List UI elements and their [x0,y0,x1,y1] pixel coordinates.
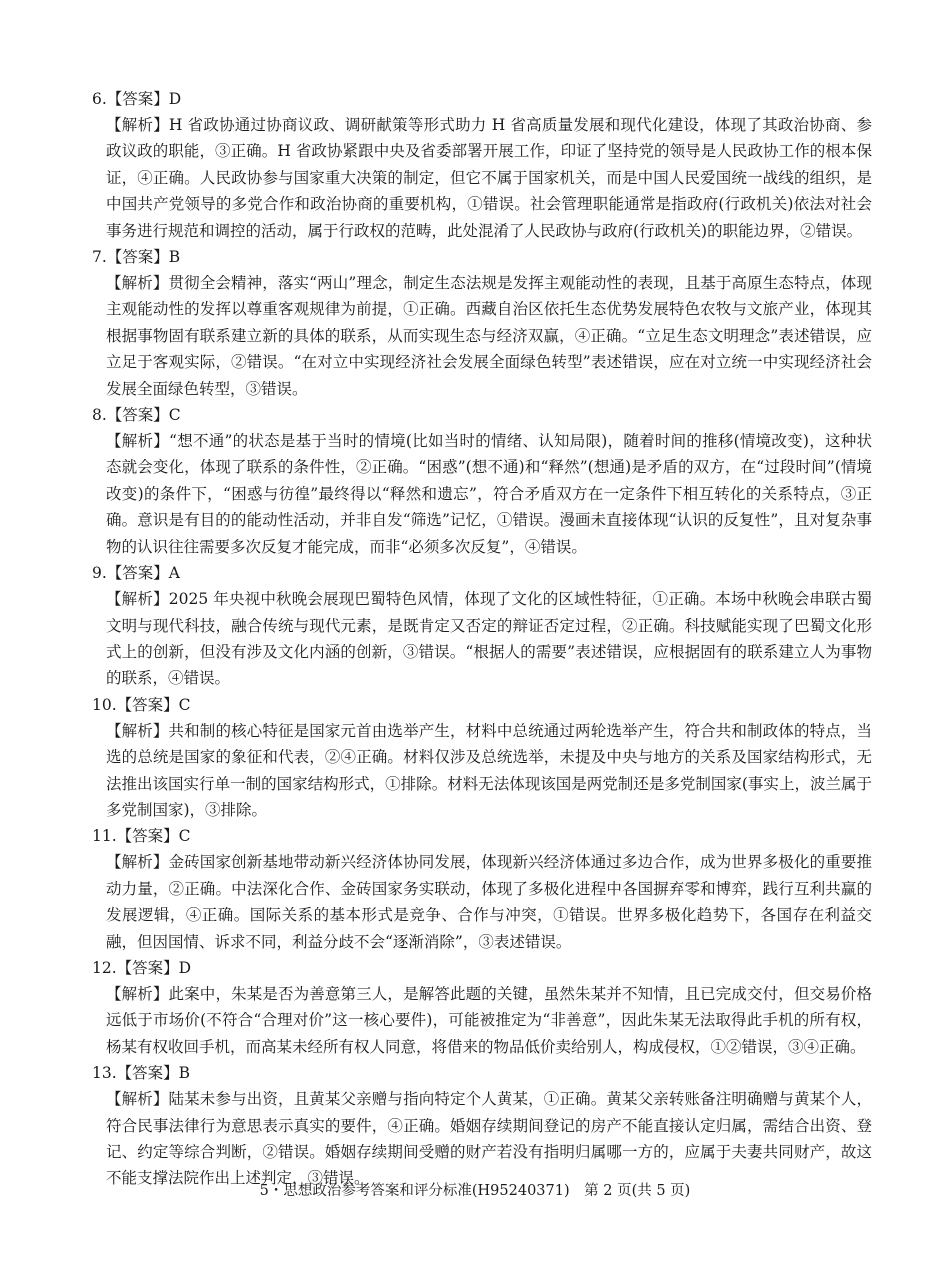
answer-line: 7.【答案】B [92,248,181,267]
analysis-text: 【解析】贯彻全会精神，落实“两山”理念，制定生态法规是发挥主观能动性的表现，且基于高原生态特点，体现主观能动性的发挥以尊重客观规律为前提，①正确。西藏自治区依托生态优势发展特色农牧与文旅产业，体现其根据事物固有联系建立新的具体的联系，从而实现生态与经济双赢，④正确。“立足生态文明理念”表述错误，应立足于客观实际，②错误。“在对立中实现经济社会发展全面绿色转型”表述错误，应在对立统一中实现经济社会发展全面绿色转型，③错误。 [106,274,872,398]
analysis-text: 【解析】2025 年央视中秋晚会展现巴蜀特色风情，体现了文化的区域性特征，①正确。本场中秋晚会串联古蜀文明与现代科技，融合传统与现代元素，是既肯定又否定的辩证否定过程，②正确。科技赋能实现了巴蜀文化形式上的创新，但没有涉及文化内涵的创新，③错误。“根据人的需要”表述错误，应根据固有的联系建立人为事物的联系，④错误。 [106,590,872,688]
question-10 [92,692,872,824]
question-13 [92,1060,872,1192]
question-6 [92,86,872,244]
answer-line: 12.【答案】D [92,958,192,977]
answer-line: 9.【答案】A [92,564,180,583]
analysis-text: 【解析】“想不通”的状态是基于当时的情境(比如当时的情绪、认知局限)，随着时间的推移(情境改变)，这种状态就会变化，体现了联系的条件性，②正确。“困惑”(想不通)和“释然”(想通)是矛盾的双方，在“过段时间”(情境改变)的条件下，“困惑与彷徨”最终得以“释然和遗忘”，符合矛盾双方在一定条件下相互转化的关系特点，③正确。意识是有目的的能动性活动，并非自发“筛选”记忆，①错误。漫画未直接体现“认识的反复性”，且对复杂事物的认识往往需要多次反复才能完成，而非“必须多次反复”，④错误。 [106,432,872,556]
analysis-text: 【解析】金砖国家创新基地带动新兴经济体协同发展，体现新兴经济体通过多边合作，成为世界多极化的重要推动力量，②正确。中法深化合作、金砖国家务实联动，体现了多极化进程中各国摒弃零和博弈，践行互利共赢的发展逻辑，④正确。国际关系的基本形式是竞争、合作与冲突，①错误。世界多极化趋势下，各国存在利益交融，但因国情、诉求不同，利益分歧不会“逐渐消除”，③表述错误。 [106,853,872,951]
analysis-text: 【解析】共和制的核心特征是国家元首由选举产生，材料中总统通过两轮选举产生，符合共和制政体的特点，当选的总统是国家的象征和代表，②④正确。材料仅涉及总统选举，未提及中央与地方的关系及国家结构形式，无法推出该国实行单一制的国家结构形式，①排除。材料无法体现该国是两党制还是多党制国家(事实上，波兰属于多党制国家)，③排除。 [106,721,872,819]
analysis-text: 【解析】H 省政协通过协商议政、调研献策等形式助力 H 省高质量发展和现代化建设，体现了其政治协商、参政议政的职能，③正确。H 省政协紧跟中央及省委部署开展工作，印证了坚持党的领导是人民政协工作的根本保证，④正确。人民政协参与国家重大决策的制定，但它不属于国家机关，而是中国人民爱国统一战线的组织，是中国共产党领导的多党合作和政治协商的重要机构，①错误。社会管理职能通常是指政府(行政机关)依法对社会事务进行规范和调控的活动，属于行政权的范畴，此处混淆了人民政协与政府(行政机关)的职能边界，②错误。 [106,116,872,240]
answer-line: 8.【答案】C [92,406,181,425]
answer-line: 13.【答案】B [92,1064,191,1083]
question-8 [92,402,872,560]
answer-line: 6.【答案】D [92,90,182,108]
question-9 [92,560,872,692]
analysis-text: 【解析】此案中，朱某是否为善意第三人，是解答此题的关键，虽然朱某并不知情，且已完成交付，但交易价格远低于市场价(不符合“合理对价”这一核心要件)，可能被推定为“非善意”，因此朱某无法取得此手机的所有权，杨某有权收回手机，而高某未经所有权人同意，将借来的物品低价卖给别人，构成侵权，①②错误，③④正确。 [106,984,872,1056]
answer-line: 10.【答案】C [92,695,191,714]
analysis-text: 【解析】陆某未参与出资，且黄某父亲赠与指向特定个人黄某，①正确。黄某父亲转账备注明确赠与黄某个人，符合民事法律行为意思表示真实的要件，④正确。婚姻存续期间登记的房产不能直接认定归属，需结合出资、登记、约定等综合判断，②错误。婚姻存续期间受赠的财产若没有指明归属哪一方的，应属于夫妻共同财产，故这不能支撑法院作出上述判定，③错误。 [106,1090,872,1188]
answer-line: 11.【答案】C [92,827,191,846]
answer-list [92,86,872,1192]
page-footer: 5・思想政治参考答案和评分标准(H95240371) 第 2 页(共 5 页) [259,1183,691,1199]
question-7 [92,244,872,402]
question-11 [92,823,872,955]
question-12 [92,955,872,1060]
